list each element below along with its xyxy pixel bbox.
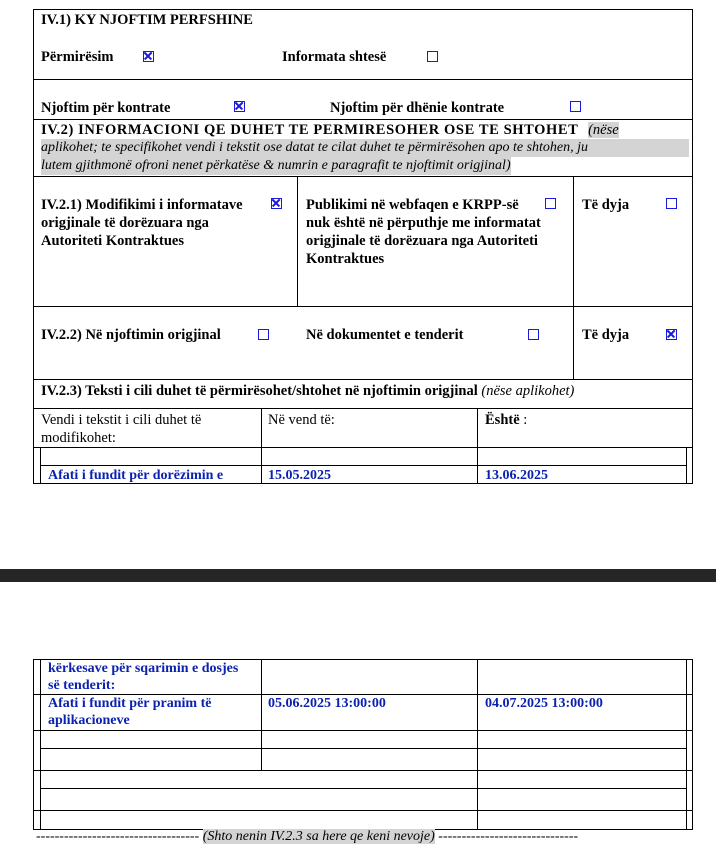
iv2-note: (nëse <box>588 122 619 138</box>
iv21-te-dyja-checkbox[interactable] <box>666 198 677 209</box>
iv22-te-dyja-label: Të dyja <box>582 327 630 343</box>
row2-old-value: 05.06.2025 13:00:00 <box>268 696 386 711</box>
footer-note: (Shto nenin IV.2.3 sa here qe keni nevoje) <box>202 829 435 844</box>
iv21-publikimi-checkbox[interactable] <box>545 198 556 209</box>
njoftim-dhenie-label: Njoftim për dhënie kontrate <box>330 100 505 116</box>
iv23-heading: IV.2.3) Teksti i cili duhet të përmirësohet/shtohet në njoftimin origjinal <box>41 383 478 399</box>
th-vendi-line1: Vendi i tekstit i cili duhet të <box>41 412 202 428</box>
permiresim-checkbox[interactable] <box>143 51 154 62</box>
th-eshte-block <box>485 411 527 429</box>
njoftim-kontrate-checkbox[interactable] <box>234 101 245 112</box>
njoftim-dhenie-checkbox[interactable] <box>570 101 581 112</box>
footer-dashes-left: ----------------------------------- <box>36 829 200 844</box>
footer-dashes-right: ------------------------------ <box>438 829 579 844</box>
iv22-te-dyja-checkbox[interactable] <box>666 329 677 340</box>
iv21-col1-line2: origjinale të dorëzuara nga <box>41 215 209 231</box>
row1-new-value: 13.06.2025 <box>485 468 548 483</box>
iv2-note-line2: aplikohet; te specifikohet vendi i tekstit ose datat te cilat duhet te përmirësohen apo te shtohen, ju <box>41 139 689 157</box>
iv2-note-line3: lutem gjithmonë ofroni nenet përkatëse & numrin e paragrafit te njoftimit origjinal) <box>41 158 511 173</box>
row2-label-line1: Afati i fundit për pranim të <box>48 696 212 711</box>
iv23-heading-block <box>41 382 574 400</box>
iv2-heading-block <box>41 121 689 139</box>
informata-shtese-label: Informata shtesë <box>282 49 387 65</box>
row1-cont-line2: së tenderit: <box>48 678 116 693</box>
iv21-te-dyja-label: Të dyja <box>582 197 630 213</box>
njoftim-kontrate-label: Njoftim për kontrate <box>41 100 171 116</box>
row2-new-value: 04.07.2025 13:00:00 <box>485 696 603 711</box>
row1-label: Afati i fundit për dorëzimin e <box>48 468 224 483</box>
row1-old-value: 15.05.2025 <box>268 468 331 483</box>
footer-note-line <box>36 828 578 846</box>
iv21-col1-line3: Autoriteti Kontraktues <box>41 233 184 249</box>
permiresim-label: Përmirësim <box>41 49 114 65</box>
iv21-col2-line2: nuk është në përputhje me informatat <box>306 215 541 231</box>
iv2-heading: IV.2) INFORMACIONI QE DUHET TE PERMIRESOHER OSE TE SHTOHET <box>41 122 579 138</box>
iv21-col2-line1: Publikimi në webfaqen e KRPP-së <box>306 197 519 213</box>
iv1-heading: IV.1) KY NJOFTIM PERFSHINE <box>41 12 253 28</box>
th-vendi-line2: modifikohet: <box>41 430 116 446</box>
iv23-heading-note: (nëse aplikohet) <box>481 383 575 399</box>
iv22-njoftimin-checkbox[interactable] <box>258 329 269 340</box>
th-eshte-colon: : <box>519 412 528 428</box>
iv21-modifikimi-checkbox[interactable] <box>271 198 282 209</box>
th-eshte: Është <box>485 412 520 428</box>
page-separator <box>0 569 716 582</box>
row1-cont-line1: kërkesave për sqarimin e dosjes <box>48 661 239 676</box>
row2-label-line2: aplikacioneve <box>48 713 130 728</box>
informata-shtese-checkbox[interactable] <box>427 51 438 62</box>
iv21-col2-line4: Kontraktues <box>306 251 385 267</box>
iv21-col2-line3: origjinale të dorëzuara nga Autoriteti <box>306 233 538 249</box>
th-ne-vend: Në vend të: <box>268 412 335 428</box>
iv22-col1: IV.2.2) Në njoftimin origjinal <box>41 327 221 343</box>
iv22-dokumentet-checkbox[interactable] <box>528 329 539 340</box>
iv22-col2: Në dokumentet e tenderit <box>306 327 464 343</box>
iv21-col1-line1: IV.2.1) Modifikimi i informatave <box>41 197 243 213</box>
